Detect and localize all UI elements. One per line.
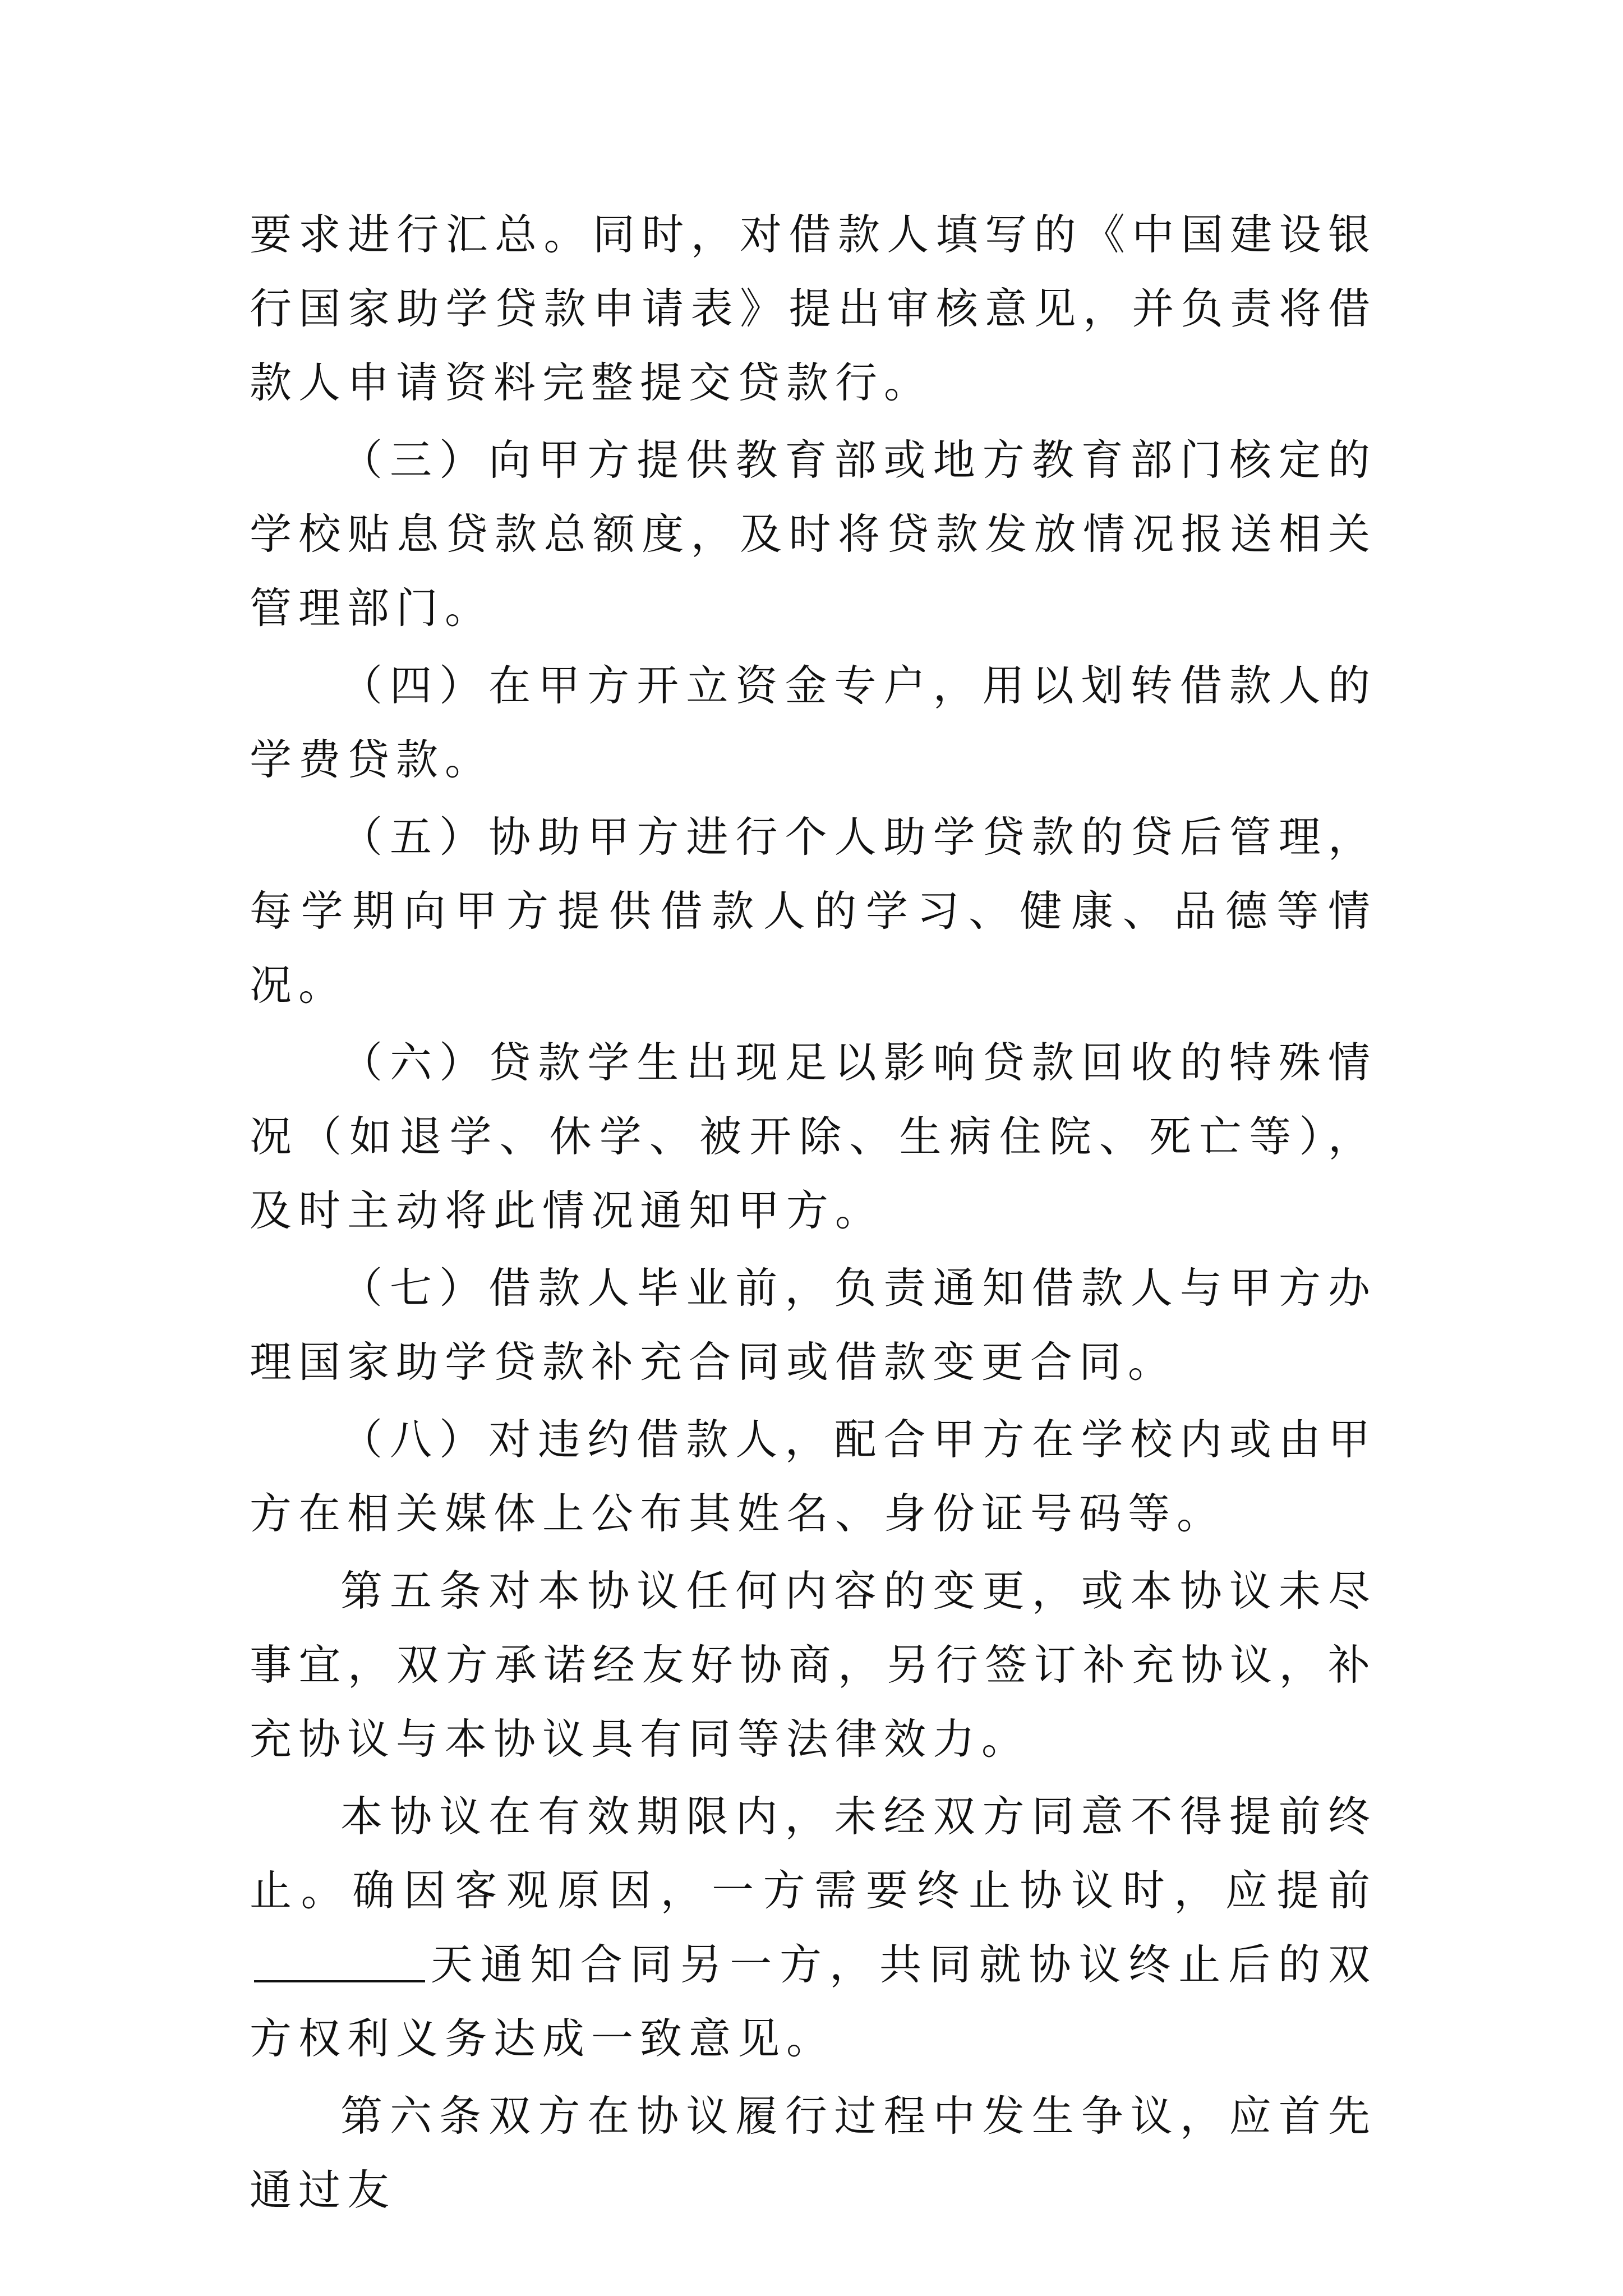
paragraph-clause-7: （七）借款人毕业前，负责通知借款人与甲方办理国家助学贷款补充合同或借款变更合同。 [250, 1263, 1377, 1387]
paragraph-article-6: 第六条双方在协议履行过程中发生争议，应首先通过友 [250, 2091, 1377, 2215]
paragraph-clause-3: （三）向甲方提供教育部或地方教育部门核定的学校贴息贷款总额度，及时将贷款发放情况报送相关管理部门。 [250, 435, 1377, 633]
paragraph-article-5: 第五条对本协议任何内容的变更，或本协议未尽事宜，双方承诺经友好协商，另行签订补充协议，补充协议与本协议具有同等法律效力。 [250, 1566, 1377, 1764]
paragraph-summary-continuation: 要求进行汇总。同时，对借款人填写的《中国建设银行国家助学贷款申请表》提出审核意见，并负责将借款人申请资料完整提交贷款行。 [250, 210, 1377, 407]
paragraph-clause-6: （六）贷款学生出现足以影响贷款回收的特殊情况（如退学、休学、被开除、生病住院、死亡等），及时主动将此情况通知甲方。 [250, 1038, 1377, 1235]
paragraph-termination [250, 1779, 1377, 2076]
termination-text-before: 本协议在有效期限内，未经双方同意不得提前终止。确因客观原因，一方需要终止协议时，应提前 [250, 1792, 1377, 1915]
document-body [250, 197, 1377, 2230]
paragraph-clause-8: （八）对违约借款人，配合甲方在学校内或由甲方在相关媒体上公布其姓名、身份证号码等。 [250, 1415, 1377, 1538]
termination-text-after: 天通知合同另一方，共同就协议终止后的双方权利义务达成一致意见。 [250, 1940, 1377, 2063]
paragraph-clause-5: （五）协助甲方进行个人助学贷款的贷后管理，每学期向甲方提供借款人的学习、健康、品德等情况。 [250, 812, 1377, 1010]
days-blank-line [254, 1941, 425, 1982]
paragraph-clause-4: （四）在甲方开立资金专户，用以划转借款人的学费贷款。 [250, 661, 1377, 784]
